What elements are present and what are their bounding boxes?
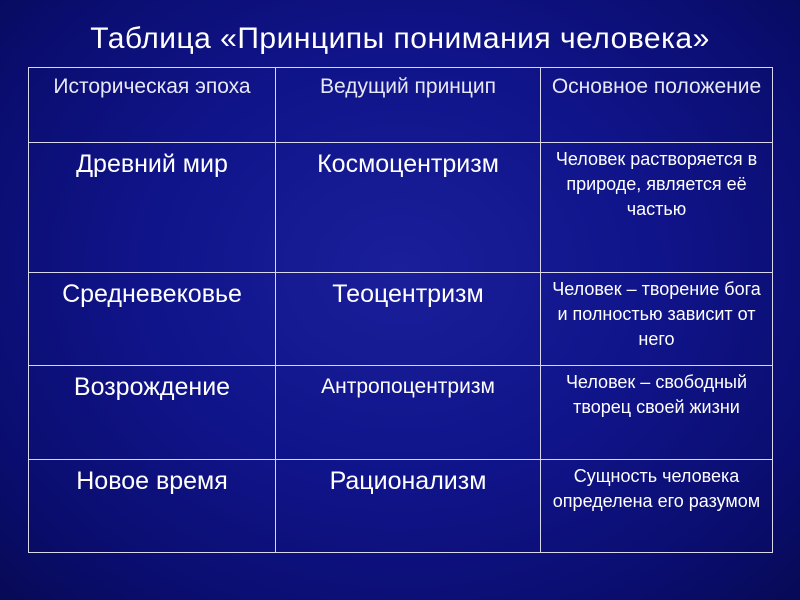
principles-table xyxy=(28,67,772,552)
slide-title: Таблица «Принципы понимания человека» xyxy=(90,22,710,55)
principle-cell: Теоцентризм xyxy=(276,273,541,366)
header-era: Историческая эпоха xyxy=(29,68,276,143)
statement-cell: Человек – творение бога и полностью зависит от него xyxy=(541,273,773,366)
statement-cell: Человек – свободный творец своей жизни xyxy=(541,366,773,460)
header-principle: Ведущий принцип xyxy=(276,68,541,143)
statement-cell: Сущность человека определена его разумом xyxy=(541,460,773,553)
table-row xyxy=(29,273,773,366)
era-cell: Возрождение xyxy=(29,366,276,460)
era-cell: Древний мир xyxy=(29,143,276,273)
table-header-row xyxy=(29,68,773,143)
era-cell: Средневековье xyxy=(29,273,276,366)
statement-cell: Человек растворяется в природе, является её частью xyxy=(541,143,773,273)
principle-cell: Рационализм xyxy=(276,460,541,553)
table-row xyxy=(29,366,773,460)
principle-cell: Антропоцентризм xyxy=(276,366,541,460)
table-row xyxy=(29,143,773,273)
table-row xyxy=(29,460,773,553)
principle-cell: Космоцентризм xyxy=(276,143,541,273)
header-statement: Основное положение xyxy=(541,68,773,143)
era-cell: Новое время xyxy=(29,460,276,553)
